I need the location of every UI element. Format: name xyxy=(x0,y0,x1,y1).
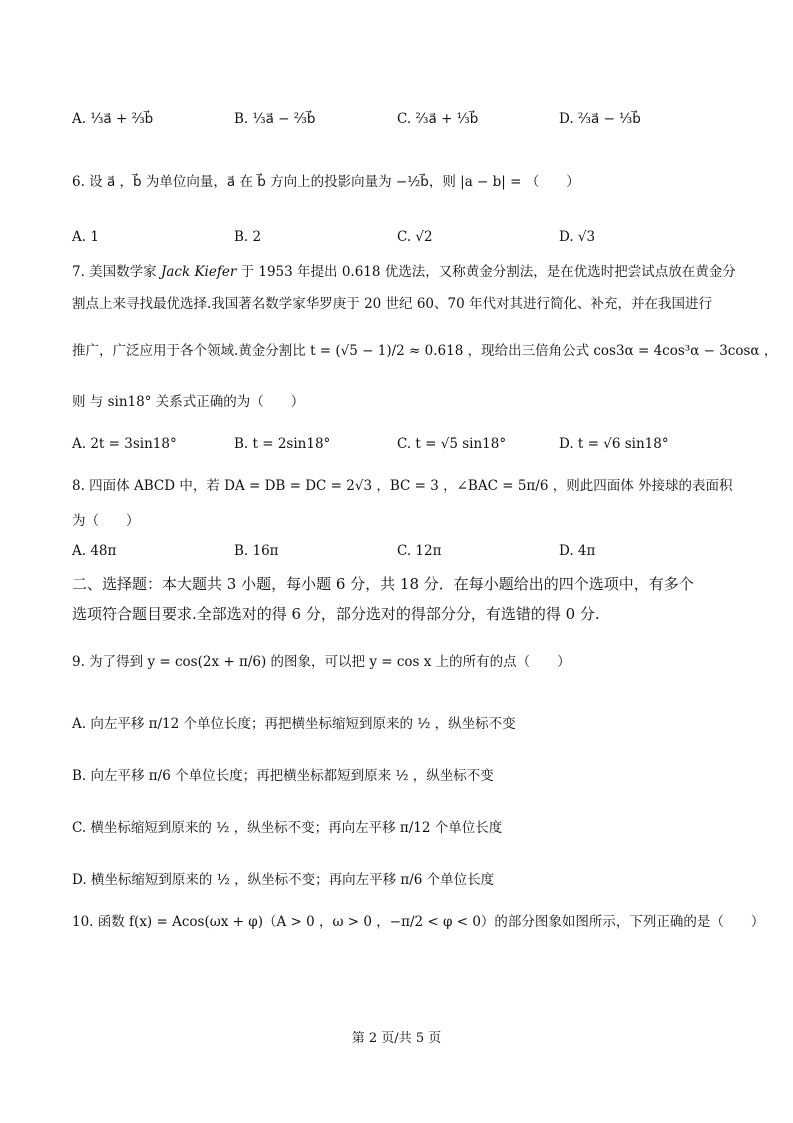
q7-line-4: 则 与 sin18° 关系式正确的为（ ） xyxy=(72,394,305,410)
q8-line-1: 8. 四面体 ABCD 中，若 DA = DB = DC = 2√3 ，BC = 3 ，∠BAC = 5π/6 ，则此四面体 外接球的表面积 xyxy=(72,478,733,494)
q9-option-c: C. 横坐标缩短到原来的 ½ ，纵坐标不变；再向左平移 π/12 个单位长度 xyxy=(72,820,503,836)
q5-option-c: C. ⅔a⃗ + ⅓b⃗ xyxy=(397,111,479,127)
q8-option-c: C. 12π xyxy=(397,543,442,559)
section-2-heading-line-1: 二、选择题：本大题共 3 小题，每小题 6 分，共 18 分．在每小题给出的四个选项中，有多个 xyxy=(72,575,694,593)
q7-option-d: D. t = √6 sin18° xyxy=(559,436,669,452)
q7-option-c: C. t = √5 sin18° xyxy=(397,436,507,452)
q6-stem: 6. 设 a⃗ ，b⃗ 为单位向量，a⃗ 在 b⃗ 方向上的投影向量为 −½b⃗，则 |a − b| = （ ） xyxy=(72,174,580,190)
q6-option-a: A. 1 xyxy=(72,229,99,245)
q10-stem: 10. 函数 f(x) = Acos(ωx + φ)（A > 0 ，ω > 0 ，−π/2 < φ < 0）的部分图象如图所示，下列正确的是（ ） xyxy=(72,914,765,930)
q7-line-1-pre: 7. 美国数学家 xyxy=(72,264,161,280)
section-2-heading-line-2: 选项符合题目要求.全部选对的得 6 分，部分选对的得部分分，有选错的得 0 分. xyxy=(72,605,600,623)
q5-option-b: B. ⅓a⃗ − ⅔b⃗ xyxy=(234,111,316,127)
q7-line-1 xyxy=(72,266,736,280)
q9-option-d: D. 横坐标缩短到原来的 ½ ，纵坐标不变；再向左平移 π/6 个单位长度 xyxy=(72,872,495,888)
q7-option-b: B. t = 2sin18° xyxy=(234,436,331,452)
q5-option-d: D. ⅔a⃗ − ⅓b⃗ xyxy=(559,111,641,127)
q6-option-c: C. √2 xyxy=(397,229,433,245)
q7-line-1-post: 于 1953 年提出 0.618 优选法，又称黄金分割法，是在优选时把尝试点放在黄金分 xyxy=(236,264,736,280)
q9-option-a: A. 向左平移 π/12 个单位长度；再把横坐标缩短到原来的 ½ ，纵坐标不变 xyxy=(72,716,516,732)
q7-line-3: 推广，广泛应用于各个领域.黄金分割比 t = (√5 − 1)/2 ≈ 0.618 ，现给出三倍角公式 cos3α = 4cos³α − 3cosα ， xyxy=(72,343,778,359)
q7-line-2: 割点上来寻找最优选择.我国著名数学家华罗庚于 20 世纪 60、70 年代对其进行简化、补充，并在我国进行 xyxy=(72,296,712,312)
q6-option-b: B. 2 xyxy=(234,229,262,245)
q7-person-name: Jack Kiefer xyxy=(160,264,237,280)
q7-option-a: A. 2t = 3sin18° xyxy=(72,436,177,452)
q8-line-2: 为（ ） xyxy=(72,513,140,529)
q8-option-d: D. 4π xyxy=(559,543,596,559)
q5-option-a: A. ⅓a⃗ + ⅔b⃗ xyxy=(72,111,154,127)
page-footer: 第 2 页/共 5 页 xyxy=(351,1031,442,1046)
q8-option-b: B. 16π xyxy=(234,543,279,559)
q9-stem: 9. 为了得到 y = cos(2x + π/6) 的图象，可以把 y = cos x 上的所有的点（ ） xyxy=(72,654,571,670)
q6-option-d: D. √3 xyxy=(559,229,596,245)
q8-option-a: A. 48π xyxy=(72,543,117,559)
q9-option-b: B. 向左平移 π/6 个单位长度；再把横坐标都短到原来 ½ ，纵坐标不变 xyxy=(72,768,494,784)
